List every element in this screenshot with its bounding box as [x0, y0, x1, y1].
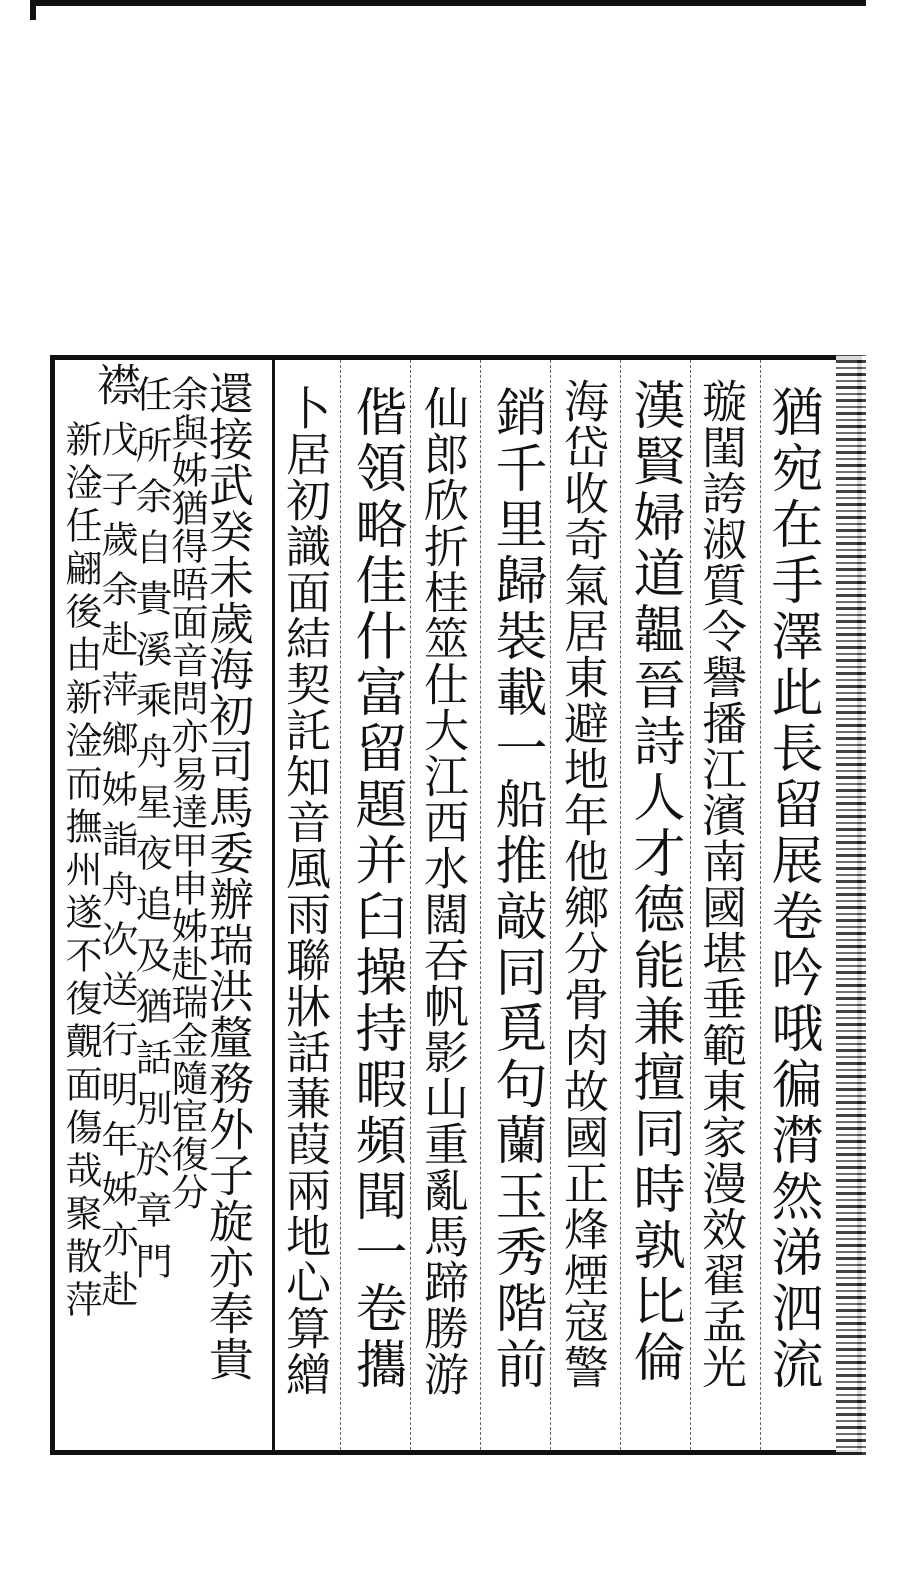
text-column-14: 襟: [89, 362, 140, 410]
column-divider: [340, 360, 341, 1450]
text-column-3: 漢賢婦道韞晉詩人才德能兼擅同時孰比倫: [624, 378, 684, 1386]
page-margin-damage: [836, 355, 866, 1455]
column-divider: [480, 360, 481, 1450]
text-column-7: 偕領略佳什富留題并臼操持暇頻聞一卷攜: [346, 385, 406, 1393]
text-column-9: 還接武癸未歲海初司馬委辦瑞洪釐務外子旋亦奉貴: [201, 370, 254, 1382]
scan-left-corner: [30, 0, 36, 20]
column-divider: [410, 360, 411, 1450]
text-column-2: 璇閨誇淑質令譽播江濱南國堪垂範東家漫效翟孟光: [694, 378, 747, 1390]
text-column-10: 余與姊猶得晤面音問亦易達甲申姊赴瑞金隨宦復分: [165, 375, 208, 1211]
column-divider: [690, 360, 691, 1450]
column-divider: [620, 360, 621, 1450]
scan-top-edge: [30, 0, 866, 6]
text-column-4: 海岱收奇氣居東避地年他鄉分骨肉故國正烽煙寇警: [556, 378, 609, 1390]
text-column-11: 任所余自貴溪乘舟星夜追及猶話別於章門: [129, 375, 172, 1293]
text-column-13: 新淦任翩後由新淦而撫州遂不復覿面傷哉聚散萍: [59, 420, 102, 1323]
text-column-1: 猶宛在手澤此長留展卷吟哦徧潸然涕泗流: [762, 385, 822, 1393]
text-column-5: 銷千里歸裝載一船推敲同覓句蘭玉秀階前: [486, 385, 546, 1393]
column-divider: [550, 360, 551, 1450]
text-column-12: 戊子歲余赴萍鄉姊詣舟次送行明年姊亦赴: [95, 420, 138, 1320]
column-divider: [272, 360, 275, 1450]
column-divider: [760, 360, 761, 1450]
text-column-6: 仙郎欣折桂筮仕大江西水闊吞帆影山重亂馬蹄勝游: [416, 385, 469, 1397]
text-column-8: 卜居初識面結契託知音風雨聯牀話蒹葭兩地心算繒: [278, 385, 331, 1397]
